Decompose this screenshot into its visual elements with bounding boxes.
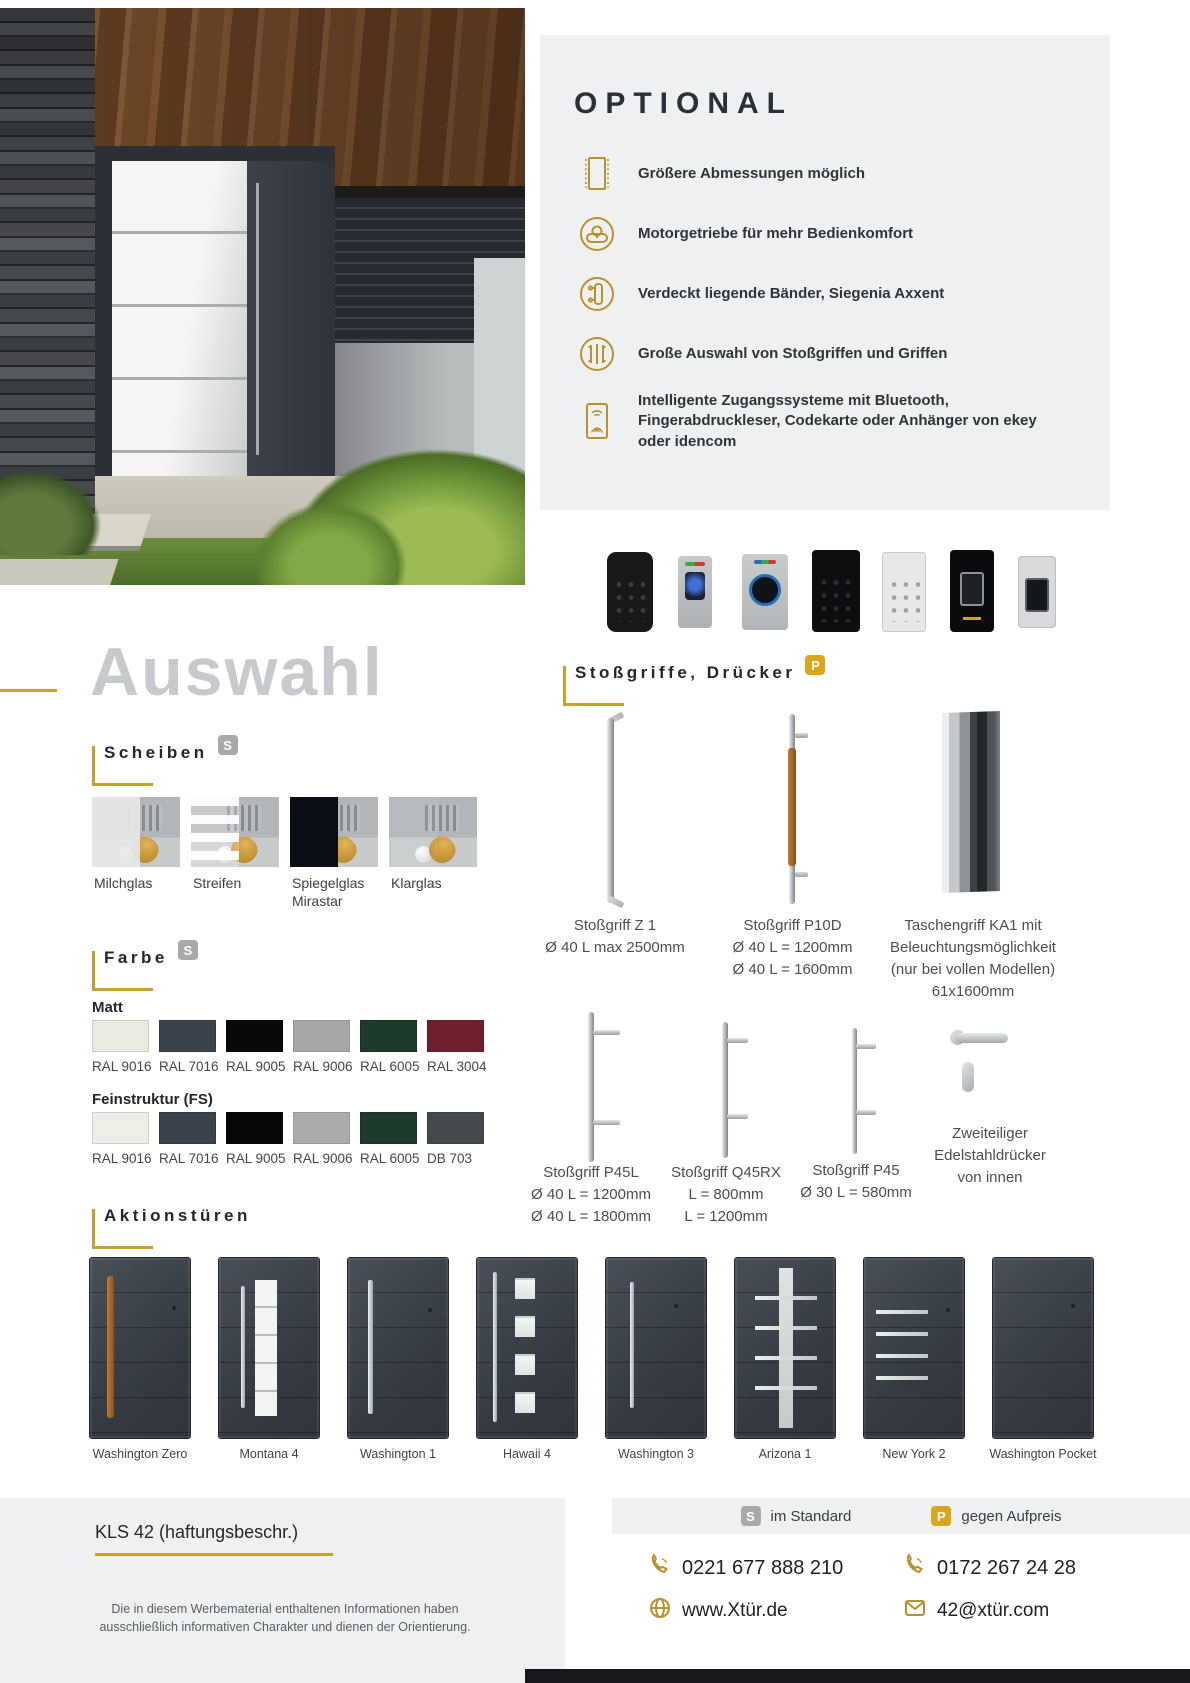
feinstruktur-label: Feinstruktur (FS): [92, 1091, 213, 1108]
section-farbe-header: [104, 942, 198, 968]
section-title: Farbe: [104, 948, 168, 967]
feature-text: Größere Abmessungen möglich: [638, 164, 865, 182]
color-name: RAL 3004: [427, 1059, 487, 1074]
keypad-white: [882, 552, 926, 632]
ornamental-grass: [250, 500, 410, 585]
bottom-dark-strip: [525, 1669, 1190, 1683]
wall-reader-black: [950, 550, 994, 632]
phone-number: 0172 267 24 28: [937, 1557, 1077, 1579]
feature-text: Intelligente Zugangssysteme mit Bluetooth, Fingerabdruckleser, Codekarte oder Anhänger von ekey oder idencom: [638, 392, 1037, 450]
door-name: Arizona 1: [758, 1447, 812, 1461]
color-chip-fs-ral7016: [159, 1112, 216, 1144]
legend-label: im Standard: [770, 1507, 852, 1525]
rfid-reader-silver: [742, 554, 788, 630]
optional-title: OPTIONAL: [574, 87, 793, 120]
color-name: DB 703: [427, 1151, 473, 1166]
handle-caption: Stoßgriff Z 1: [573, 917, 657, 934]
legend-bar: [612, 1498, 1190, 1534]
color-name: RAL 7016: [159, 1151, 219, 1166]
motor-drive-icon: [574, 211, 620, 257]
legend-label: gegen Aufpreis: [961, 1507, 1062, 1525]
handle-caption: Stoßgriff P45L: [543, 1164, 639, 1181]
color-name: RAL 9016: [92, 1151, 152, 1166]
handle-caption: Ø 30 L = 580mm: [800, 1184, 912, 1201]
color-name: RAL 6005: [360, 1059, 420, 1074]
premium-badge: P: [931, 1506, 951, 1526]
door-thumbnail-arizona-1: [735, 1258, 835, 1438]
optional-panel: [540, 35, 1110, 510]
keypad-black: [607, 552, 653, 632]
glass-sample-spiegelglas: [290, 797, 378, 867]
color-name: RAL 9006: [293, 1151, 353, 1166]
handle-caption: Stoßgriff P45: [812, 1162, 900, 1179]
disclaimer-text: Die in diesem Werbematerial enthaltenen Informationen haben ausschließlich informativen Charakter und dienen der Orientierung.: [99, 1602, 471, 1635]
door-thumbnail-washington-3: [606, 1258, 706, 1438]
handle-caption: Ø 40 L max 2500mm: [545, 939, 685, 956]
glass-label: Streifen: [193, 875, 242, 891]
handle-caption: Ø 40 L = 1200mm: [732, 939, 853, 956]
plant: [0, 470, 102, 555]
handle-caption: Beleuchtungsmöglichkeit: [890, 939, 1056, 956]
color-name: RAL 7016: [159, 1059, 219, 1074]
door-name: Hawaii 4: [503, 1447, 551, 1461]
handle-caption: Ø 40 L = 1600mm: [732, 961, 853, 978]
website-contact[interactable]: [648, 1596, 788, 1625]
door-card: [592, 1258, 720, 1462]
door-card: [76, 1258, 204, 1462]
color-name: RAL 6005: [360, 1151, 420, 1166]
standard-badge: S: [741, 1506, 761, 1526]
color-chip-matt-ral9006: [293, 1020, 350, 1052]
section-title: Scheiben: [104, 743, 208, 762]
glass-keypad-black: [812, 550, 860, 632]
color-chip-fs-db703: [427, 1112, 484, 1144]
door-glass-panel: [112, 161, 247, 483]
handle-caption: Ø 40 L = 1200mm: [531, 1186, 651, 1203]
door-name: Washington Pocket: [989, 1447, 1097, 1461]
phone-contact-1[interactable]: [648, 1554, 843, 1583]
door-thumbnail-hawaii-4: [477, 1258, 577, 1438]
section-title: Aktionstüren: [104, 1206, 251, 1225]
handle-caption: Stoßgriff Q45RX: [671, 1164, 781, 1181]
section-title: Stoßgriffe, Drücker: [575, 663, 796, 682]
color-name: RAL 9005: [226, 1151, 286, 1166]
glass-label: Milchglas: [94, 875, 153, 891]
door-thumbnail-washington-pocket: [993, 1258, 1093, 1438]
glass-sample-streifen: [191, 797, 279, 867]
feature-row: [574, 211, 1072, 257]
door-name: Montana 4: [239, 1447, 299, 1461]
feature-row: [574, 151, 1072, 197]
color-chip-matt-ral6005: [360, 1020, 417, 1052]
door-card: [334, 1258, 462, 1462]
legend-premium: [931, 1506, 1061, 1526]
color-name: RAL 9005: [226, 1059, 286, 1074]
gold-dash: [0, 689, 57, 692]
handle-caption: 61x1600mm: [931, 983, 1015, 1000]
globe-icon: [648, 1596, 672, 1625]
glass-label: Klarglas: [391, 875, 442, 891]
door-card: [850, 1258, 978, 1462]
legend-standard: [741, 1506, 852, 1526]
feature-text: Verdeckt liegende Bänder, Siegenia Axxent: [638, 284, 945, 302]
door-thumbnail-washington-zero: [90, 1258, 190, 1438]
color-name: RAL 9016: [92, 1059, 152, 1074]
phone-contact-2[interactable]: [903, 1554, 1076, 1583]
color-chip-matt-ral3004: [427, 1020, 484, 1052]
wall-reader-silver: [1018, 556, 1056, 628]
door-leaf: [247, 161, 335, 483]
section-aktionstueren-header: [104, 1206, 251, 1226]
door-thumbnail-montana-4: [219, 1258, 319, 1438]
handle-caption: L = 1200mm: [684, 1208, 768, 1225]
handle-caption: Taschengriff KA1 mit: [904, 917, 1042, 934]
handle-caption: L = 800mm: [688, 1186, 764, 1203]
door-card: [721, 1258, 849, 1462]
handle-caption: (nur bei vollen Modellen): [890, 961, 1056, 978]
handle-selection-icon: [574, 331, 620, 377]
handle-caption: Edelstahldrücker: [934, 1147, 1046, 1164]
handle-caption: Zweiteiliger: [952, 1125, 1028, 1142]
premium-badge: P: [805, 655, 825, 675]
handle-caption: Stoßgriff P10D: [743, 917, 842, 934]
handle-ka1-image: [942, 711, 1000, 893]
door-dimensions-icon: [574, 151, 620, 197]
email-contact[interactable]: [903, 1596, 1049, 1625]
color-chip-fs-ral9016: [92, 1112, 149, 1144]
kls-note: KLS 42 (haftungsbeschr.): [95, 1522, 299, 1542]
phone-icon: [903, 1554, 927, 1583]
door-name: New York 2: [882, 1447, 946, 1461]
door-thumbnail-new-york-2: [864, 1258, 964, 1438]
gold-underline: [95, 1553, 333, 1556]
feature-text: Große Auswahl von Stoßgriffen und Griffen: [638, 344, 948, 362]
glass-sample-klarglas: [389, 797, 477, 867]
smart-access-icon: [574, 398, 620, 444]
door-handle: [256, 183, 259, 455]
stone-step: [0, 559, 119, 585]
color-chip-matt-ral7016: [159, 1020, 216, 1052]
section-stossgriffe-header: [575, 657, 825, 683]
section-scheiben-header: [104, 737, 238, 763]
color-name: RAL 9006: [293, 1059, 353, 1074]
color-chip-matt-ral9016: [92, 1020, 149, 1052]
color-chip-fs-ral9005: [226, 1112, 283, 1144]
handle-caption: von innen: [957, 1169, 1023, 1186]
standard-badge: S: [178, 940, 198, 960]
matt-label: Matt: [92, 999, 123, 1016]
feature-text: Motorgetriebe für mehr Bedienkomfort: [638, 224, 914, 242]
page-title: Auswahl: [90, 634, 384, 710]
door-card: [205, 1258, 333, 1462]
email-address: 42@xtür.com: [937, 1599, 1050, 1621]
door-name: Washington Zero: [92, 1447, 188, 1461]
feature-row: [574, 331, 1072, 377]
website-url: www.Xtür.de: [682, 1599, 788, 1621]
door-name: Washington 3: [618, 1447, 694, 1461]
phone-icon: [648, 1554, 672, 1583]
phone-number: 0221 677 888 210: [682, 1557, 844, 1579]
door-card: [463, 1258, 591, 1462]
handle-caption: Ø 40 L = 1800mm: [531, 1208, 651, 1225]
glass-label: Spiegelglas Mirastar: [292, 875, 365, 910]
envelope-icon: [903, 1596, 927, 1625]
door-name: Washington 1: [360, 1447, 436, 1461]
color-chip-matt-ral9005: [226, 1020, 283, 1052]
feature-row: [574, 391, 1072, 452]
door-card: [979, 1258, 1107, 1462]
feature-row: [574, 271, 1072, 317]
door-thumbnail-washington-1: [348, 1258, 448, 1438]
color-chip-fs-ral6005: [360, 1112, 417, 1144]
fingerprint-reader-silver: [678, 556, 712, 628]
concealed-hinge-icon: [574, 271, 620, 317]
color-chip-fs-ral9006: [293, 1112, 350, 1144]
hero-photo: [0, 8, 525, 585]
standard-badge: S: [218, 735, 238, 755]
glass-sample-milchglas: [92, 797, 180, 867]
